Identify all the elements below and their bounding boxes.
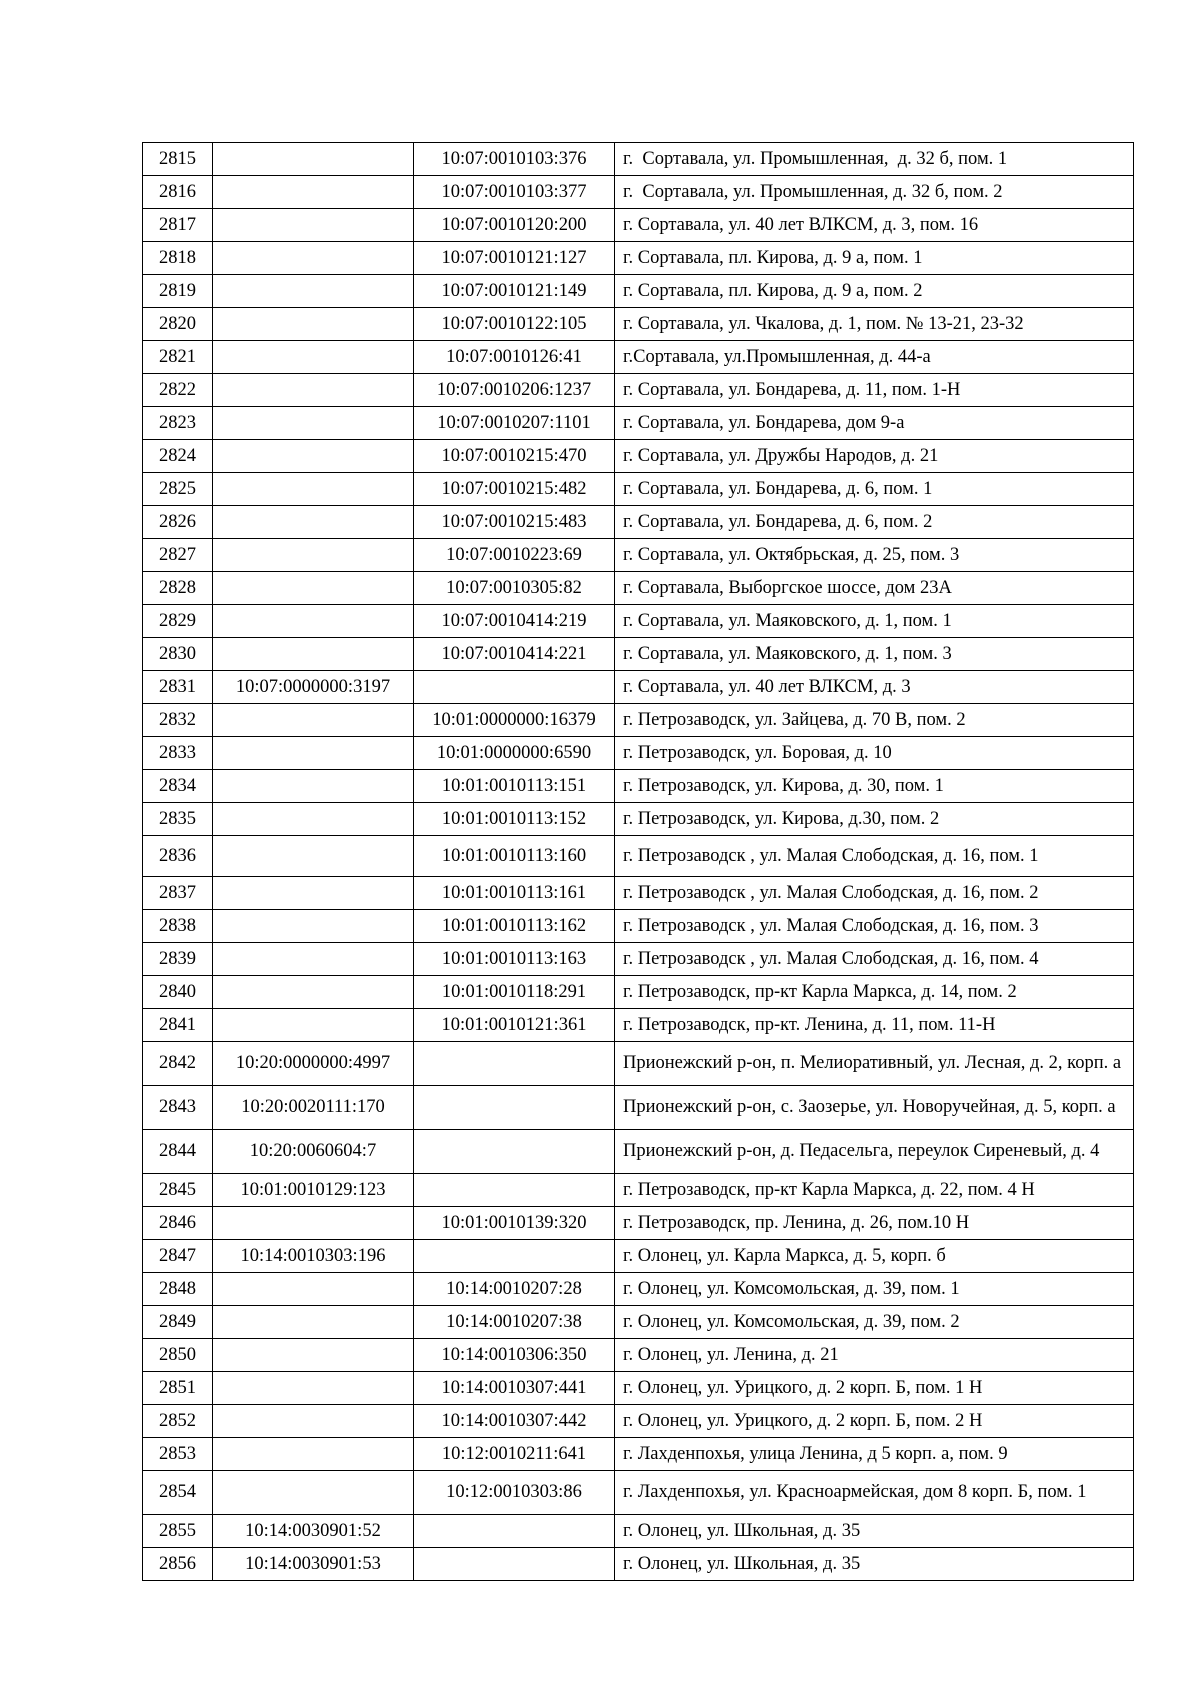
row-number-cell: 2825: [143, 473, 213, 506]
table-row: [143, 1042, 1134, 1086]
premises-cadastral-cell: [414, 1042, 615, 1086]
address-cell: г. Петрозаводск, ул. Боровая, д. 10: [615, 737, 1134, 770]
row-number-cell: 2851: [143, 1372, 213, 1405]
premises-cadastral-cell: 10:07:0010215:482: [414, 473, 615, 506]
premises-cadastral-cell: 10:14:0010207:28: [414, 1273, 615, 1306]
table-row: [143, 1273, 1134, 1306]
building-cadastral-cell: [213, 943, 414, 976]
table-row: [143, 1339, 1134, 1372]
premises-cadastral-cell: 10:01:0010113:162: [414, 910, 615, 943]
row-number-cell: 2850: [143, 1339, 213, 1372]
address-cell: г. Петрозаводск , ул. Малая Слободская, д. 16, пом. 1: [615, 836, 1134, 877]
premises-cadastral-cell: 10:01:0010118:291: [414, 976, 615, 1009]
premises-cadastral-cell: 10:07:0010121:127: [414, 242, 615, 275]
row-number-cell: 2822: [143, 374, 213, 407]
row-number-cell: 2842: [143, 1042, 213, 1086]
premises-cadastral-cell: 10:07:0010305:82: [414, 572, 615, 605]
premises-cadastral-cell: 10:01:0010121:361: [414, 1009, 615, 1042]
building-cadastral-cell: [213, 1372, 414, 1405]
table-row: [143, 242, 1134, 275]
building-cadastral-cell: [213, 341, 414, 374]
table-row: [143, 275, 1134, 308]
building-cadastral-cell: 10:20:0020111:170: [213, 1086, 414, 1130]
row-number-cell: 2846: [143, 1207, 213, 1240]
building-cadastral-cell: [213, 1438, 414, 1471]
address-cell: г. Петрозаводск, пр-кт Карла Маркса, д. 14, пом. 2: [615, 976, 1134, 1009]
address-cell: г. Сортавала, ул. Маяковского, д. 1, пом. 3: [615, 638, 1134, 671]
building-cadastral-cell: [213, 1207, 414, 1240]
premises-cadastral-cell: [414, 1548, 615, 1581]
building-cadastral-cell: [213, 638, 414, 671]
building-cadastral-cell: [213, 836, 414, 877]
table-row: [143, 836, 1134, 877]
premises-cadastral-cell: 10:07:0010120:200: [414, 209, 615, 242]
address-cell: г. Сортавала, пл. Кирова, д. 9 а, пом. 2: [615, 275, 1134, 308]
premises-cadastral-cell: 10:01:0000000:16379: [414, 704, 615, 737]
building-cadastral-cell: [213, 1405, 414, 1438]
premises-cadastral-cell: 10:01:0010113:152: [414, 803, 615, 836]
premises-cadastral-cell: 10:14:0010306:350: [414, 1339, 615, 1372]
row-number-cell: 2845: [143, 1174, 213, 1207]
table-row: [143, 1130, 1134, 1174]
address-cell: г. Петрозаводск, пр-кт Карла Маркса, д. 22, пом. 4 Н: [615, 1174, 1134, 1207]
building-cadastral-cell: [213, 976, 414, 1009]
row-number-cell: 2837: [143, 877, 213, 910]
premises-cadastral-cell: [414, 1086, 615, 1130]
address-cell: г. Сортавала, ул. Промышленная, д. 32 б, пом. 1: [615, 143, 1134, 176]
address-cell: г. Петрозаводск, ул. Кирова, д.30, пом. 2: [615, 803, 1134, 836]
row-number-cell: 2844: [143, 1130, 213, 1174]
row-number-cell: 2830: [143, 638, 213, 671]
premises-cadastral-cell: 10:14:0010307:441: [414, 1372, 615, 1405]
building-cadastral-cell: [213, 275, 414, 308]
building-cadastral-cell: [213, 1273, 414, 1306]
row-number-cell: 2815: [143, 143, 213, 176]
premises-cadastral-cell: [414, 1130, 615, 1174]
building-cadastral-cell: [213, 877, 414, 910]
table-row: [143, 1548, 1134, 1581]
address-cell: г. Олонец, ул. Урицкого, д. 2 корп. Б, пом. 1 Н: [615, 1372, 1134, 1405]
row-number-cell: 2853: [143, 1438, 213, 1471]
row-number-cell: 2856: [143, 1548, 213, 1581]
building-cadastral-cell: [213, 737, 414, 770]
building-cadastral-cell: [213, 209, 414, 242]
address-cell: г. Олонец, ул. Ленина, д. 21: [615, 1339, 1134, 1372]
address-cell: г. Сортавала, ул. 40 лет ВЛКСМ, д. 3, пом. 16: [615, 209, 1134, 242]
building-cadastral-cell: 10:07:0000000:3197: [213, 671, 414, 704]
table-row: [143, 605, 1134, 638]
row-number-cell: 2834: [143, 770, 213, 803]
premises-cadastral-cell: 10:07:0010414:219: [414, 605, 615, 638]
address-cell: г. Петрозаводск , ул. Малая Слободская, д. 16, пом. 4: [615, 943, 1134, 976]
address-cell: г. Петрозаводск, пр-кт. Ленина, д. 11, пом. 11-Н: [615, 1009, 1134, 1042]
row-number-cell: 2833: [143, 737, 213, 770]
premises-cadastral-cell: [414, 1174, 615, 1207]
row-number-cell: 2819: [143, 275, 213, 308]
building-cadastral-cell: 10:14:0010303:196: [213, 1240, 414, 1273]
row-number-cell: 2831: [143, 671, 213, 704]
building-cadastral-cell: 10:14:0030901:52: [213, 1515, 414, 1548]
building-cadastral-cell: 10:20:0060604:7: [213, 1130, 414, 1174]
table-row: [143, 176, 1134, 209]
premises-cadastral-cell: 10:14:0010207:38: [414, 1306, 615, 1339]
premises-cadastral-cell: 10:07:0010206:1237: [414, 374, 615, 407]
address-cell: г. Сортавала, ул. Дружбы Народов, д. 21: [615, 440, 1134, 473]
row-number-cell: 2827: [143, 539, 213, 572]
table-row: [143, 1174, 1134, 1207]
table-row: [143, 341, 1134, 374]
premises-cadastral-cell: 10:12:0010303:86: [414, 1471, 615, 1515]
row-number-cell: 2836: [143, 836, 213, 877]
table-row: [143, 506, 1134, 539]
row-number-cell: 2826: [143, 506, 213, 539]
row-number-cell: 2843: [143, 1086, 213, 1130]
address-cell: г. Сортавала, ул. Маяковского, д. 1, пом. 1: [615, 605, 1134, 638]
address-cell: г. Петрозаводск , ул. Малая Слободская, д. 16, пом. 3: [615, 910, 1134, 943]
row-number-cell: 2828: [143, 572, 213, 605]
address-cell: г. Олонец, ул. Карла Маркса, д. 5, корп. б: [615, 1240, 1134, 1273]
address-cell: г. Лахденпохья, ул. Красноармейская, дом 8 корп. Б, пом. 1: [615, 1471, 1134, 1515]
address-cell: г. Сортавала, Выборгское шоссе, дом 23А: [615, 572, 1134, 605]
table-row: [143, 308, 1134, 341]
table-row: [143, 638, 1134, 671]
building-cadastral-cell: [213, 770, 414, 803]
building-cadastral-cell: [213, 308, 414, 341]
row-number-cell: 2829: [143, 605, 213, 638]
building-cadastral-cell: [213, 473, 414, 506]
table-row: [143, 143, 1134, 176]
row-number-cell: 2816: [143, 176, 213, 209]
row-number-cell: 2824: [143, 440, 213, 473]
premises-cadastral-cell: 10:07:0010414:221: [414, 638, 615, 671]
address-cell: г. Олонец, ул. Школьная, д. 35: [615, 1515, 1134, 1548]
table-row: [143, 943, 1134, 976]
address-cell: г. Сортавала, ул. 40 лет ВЛКСМ, д. 3: [615, 671, 1134, 704]
address-cell: г. Олонец, ул. Урицкого, д. 2 корп. Б, пом. 2 Н: [615, 1405, 1134, 1438]
table-row: [143, 671, 1134, 704]
address-cell: г. Олонец, ул. Комсомольская, д. 39, пом. 2: [615, 1306, 1134, 1339]
premises-cadastral-cell: 10:07:0010126:41: [414, 341, 615, 374]
premises-cadastral-cell: 10:01:0000000:6590: [414, 737, 615, 770]
row-number-cell: 2835: [143, 803, 213, 836]
row-number-cell: 2821: [143, 341, 213, 374]
row-number-cell: 2854: [143, 1471, 213, 1515]
row-number-cell: 2849: [143, 1306, 213, 1339]
premises-cadastral-cell: 10:07:0010215:470: [414, 440, 615, 473]
address-cell: г. Олонец, ул. Школьная, д. 35: [615, 1548, 1134, 1581]
address-cell: Прионежский р-он, с. Заозерье, ул. Новоручейная, д. 5, корп. а: [615, 1086, 1134, 1130]
table-row: [143, 473, 1134, 506]
building-cadastral-cell: 10:14:0030901:53: [213, 1548, 414, 1581]
table-row: [143, 803, 1134, 836]
building-cadastral-cell: [213, 143, 414, 176]
building-cadastral-cell: [213, 704, 414, 737]
table-row: [143, 1086, 1134, 1130]
premises-cadastral-cell: 10:07:0010215:483: [414, 506, 615, 539]
premises-cadastral-cell: 10:07:0010121:149: [414, 275, 615, 308]
premises-cadastral-cell: 10:07:0010103:377: [414, 176, 615, 209]
premises-cadastral-cell: [414, 1240, 615, 1273]
building-cadastral-cell: [213, 1306, 414, 1339]
address-cell: г. Петрозаводск, ул. Зайцева, д. 70 В, пом. 2: [615, 704, 1134, 737]
premises-cadastral-cell: 10:07:0010207:1101: [414, 407, 615, 440]
address-cell: г. Сортавала, ул. Октябрьская, д. 25, пом. 3: [615, 539, 1134, 572]
table-row: [143, 440, 1134, 473]
building-cadastral-cell: [213, 176, 414, 209]
table-row: [143, 1471, 1134, 1515]
building-cadastral-cell: [213, 407, 414, 440]
row-number-cell: 2840: [143, 976, 213, 1009]
table-row: [143, 374, 1134, 407]
table-row: [143, 910, 1134, 943]
premises-cadastral-cell: 10:14:0010307:442: [414, 1405, 615, 1438]
row-number-cell: 2832: [143, 704, 213, 737]
premises-cadastral-cell: [414, 1515, 615, 1548]
row-number-cell: 2855: [143, 1515, 213, 1548]
address-cell: г. Сортавала, ул. Бондарева, д. 6, пом. 1: [615, 473, 1134, 506]
table-row: [143, 1515, 1134, 1548]
building-cadastral-cell: [213, 572, 414, 605]
building-cadastral-cell: [213, 605, 414, 638]
premises-cadastral-cell: 10:07:0010223:69: [414, 539, 615, 572]
address-cell: г. Сортавала, ул. Бондарева, д. 11, пом. 1-Н: [615, 374, 1134, 407]
address-cell: г. Петрозаводск, ул. Кирова, д. 30, пом. 1: [615, 770, 1134, 803]
table-row: [143, 407, 1134, 440]
address-cell: г. Петрозаводск , ул. Малая Слободская, д. 16, пом. 2: [615, 877, 1134, 910]
address-cell: г. Сортавала, ул. Бондарева, д. 6, пом. 2: [615, 506, 1134, 539]
registry-body: [143, 143, 1134, 1581]
address-cell: г. Лахденпохья, улица Ленина, д 5 корп. а, пом. 9: [615, 1438, 1134, 1471]
premises-cadastral-cell: 10:01:0010139:320: [414, 1207, 615, 1240]
address-cell: г. Сортавала, ул. Бондарева, дом 9-а: [615, 407, 1134, 440]
table-row: [143, 770, 1134, 803]
building-cadastral-cell: [213, 1339, 414, 1372]
table-row: [143, 539, 1134, 572]
table-row: [143, 737, 1134, 770]
building-cadastral-cell: [213, 440, 414, 473]
table-row: [143, 572, 1134, 605]
premises-cadastral-cell: 10:07:0010122:105: [414, 308, 615, 341]
premises-cadastral-cell: 10:01:0010113:161: [414, 877, 615, 910]
table-row: [143, 1207, 1134, 1240]
row-number-cell: 2847: [143, 1240, 213, 1273]
address-cell: Прионежский р-он, п. Мелиоративный, ул. Лесная, д. 2, корп. а: [615, 1042, 1134, 1086]
building-cadastral-cell: [213, 1009, 414, 1042]
row-number-cell: 2818: [143, 242, 213, 275]
row-number-cell: 2823: [143, 407, 213, 440]
building-cadastral-cell: [213, 910, 414, 943]
row-number-cell: 2839: [143, 943, 213, 976]
premises-cadastral-cell: [414, 671, 615, 704]
table-row: [143, 1372, 1134, 1405]
table-row: [143, 1240, 1134, 1273]
premises-cadastral-cell: 10:01:0010113:160: [414, 836, 615, 877]
table-row: [143, 1306, 1134, 1339]
premises-cadastral-cell: 10:07:0010103:376: [414, 143, 615, 176]
building-cadastral-cell: [213, 803, 414, 836]
building-cadastral-cell: [213, 242, 414, 275]
row-number-cell: 2852: [143, 1405, 213, 1438]
address-cell: г. Сортавала, ул. Промышленная, д. 32 б, пом. 2: [615, 176, 1134, 209]
table-row: [143, 1405, 1134, 1438]
table-row: [143, 1009, 1134, 1042]
address-cell: г. Петрозаводск, пр. Ленина, д. 26, пом.10 Н: [615, 1207, 1134, 1240]
building-cadastral-cell: [213, 374, 414, 407]
address-cell: г.Сортавала, ул.Промышленная, д. 44-а: [615, 341, 1134, 374]
registry-table: [142, 142, 1134, 1581]
address-cell: г. Олонец, ул. Комсомольская, д. 39, пом. 1: [615, 1273, 1134, 1306]
address-cell: Прионежский р-он, д. Педасельга, переулок Сиреневый, д. 4: [615, 1130, 1134, 1174]
address-cell: г. Сортавала, ул. Чкалова, д. 1, пом. № 13-21, 23-32: [615, 308, 1134, 341]
row-number-cell: 2848: [143, 1273, 213, 1306]
table-row: [143, 704, 1134, 737]
building-cadastral-cell: 10:01:0010129:123: [213, 1174, 414, 1207]
row-number-cell: 2817: [143, 209, 213, 242]
building-cadastral-cell: [213, 539, 414, 572]
address-cell: г. Сортавала, пл. Кирова, д. 9 а, пом. 1: [615, 242, 1134, 275]
premises-cadastral-cell: 10:01:0010113:151: [414, 770, 615, 803]
building-cadastral-cell: [213, 506, 414, 539]
row-number-cell: 2841: [143, 1009, 213, 1042]
premises-cadastral-cell: 10:12:0010211:641: [414, 1438, 615, 1471]
table-row: [143, 877, 1134, 910]
table-row: [143, 209, 1134, 242]
table-row: [143, 1438, 1134, 1471]
premises-cadastral-cell: 10:01:0010113:163: [414, 943, 615, 976]
building-cadastral-cell: [213, 1471, 414, 1515]
table-row: [143, 976, 1134, 1009]
row-number-cell: 2838: [143, 910, 213, 943]
building-cadastral-cell: 10:20:0000000:4997: [213, 1042, 414, 1086]
row-number-cell: 2820: [143, 308, 213, 341]
